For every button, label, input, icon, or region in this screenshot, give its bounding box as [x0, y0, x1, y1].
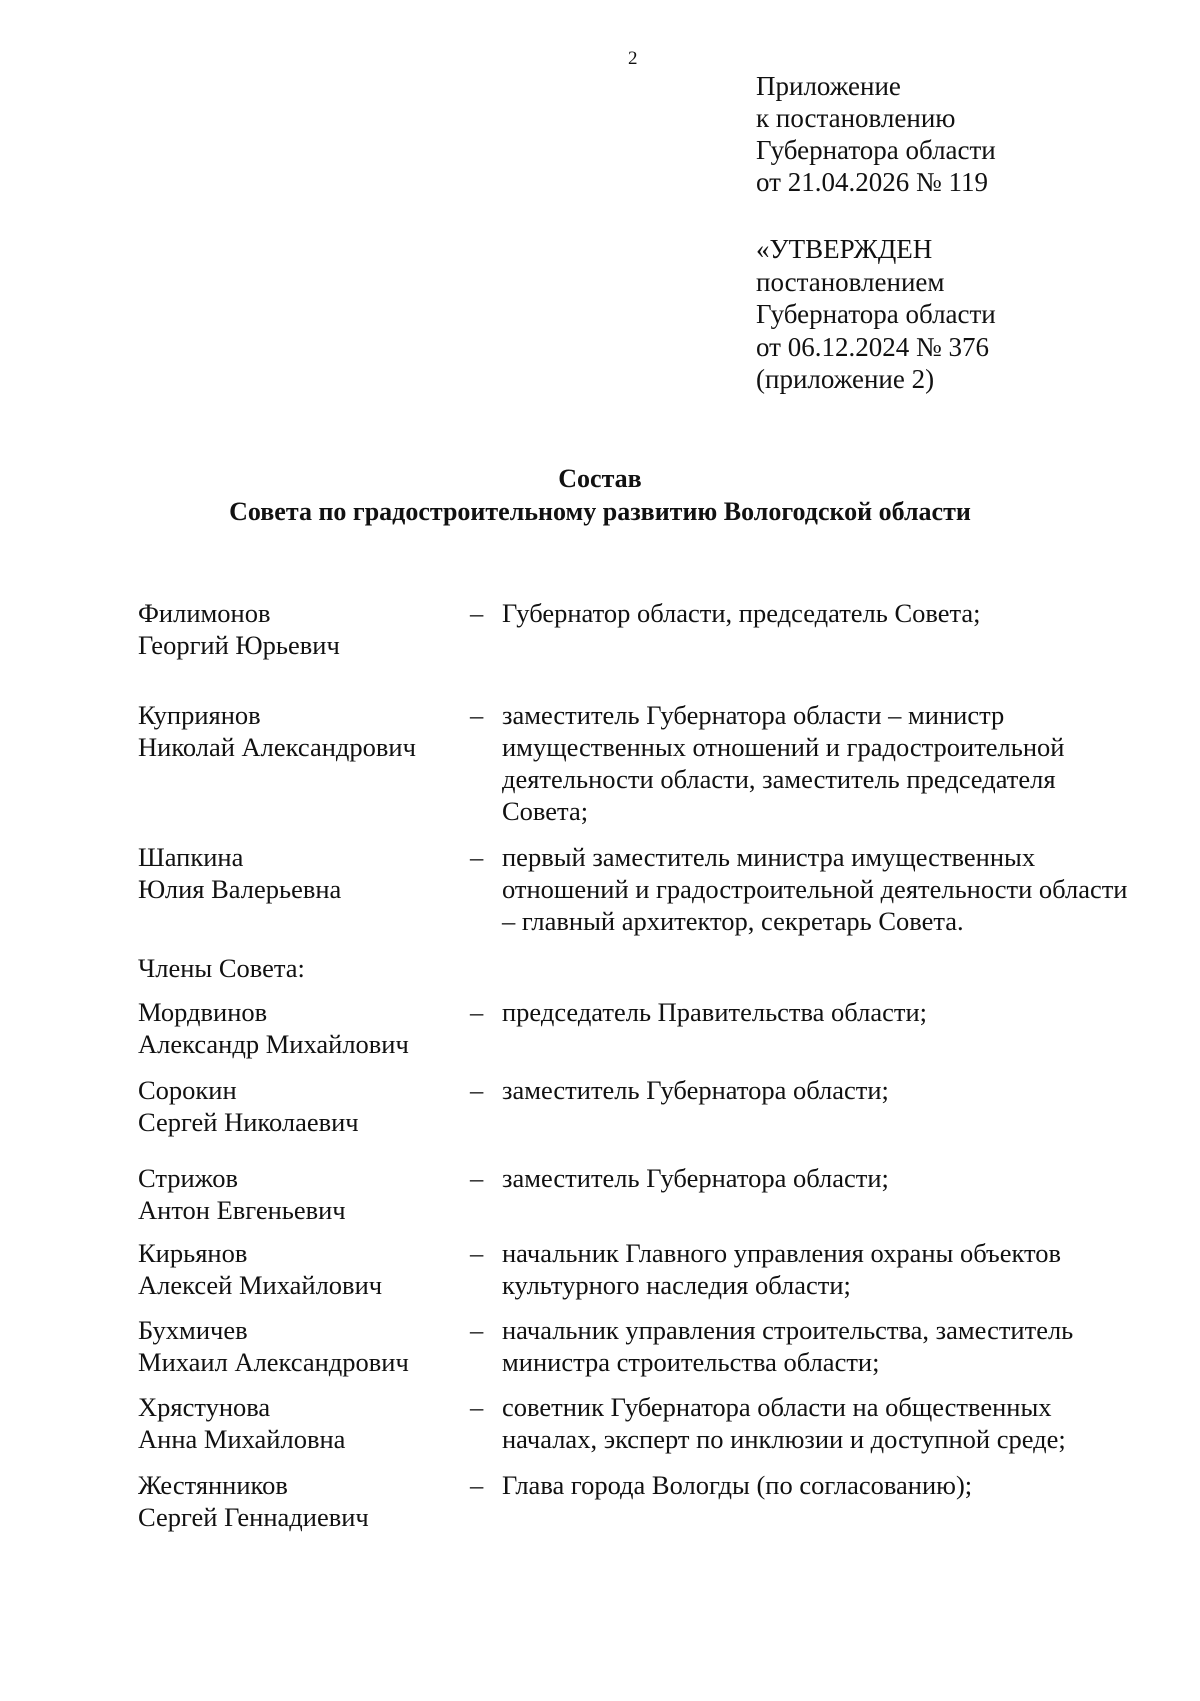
member-name: [138, 597, 458, 661]
dash-separator: –: [470, 1075, 484, 1105]
member-given-names: Георгий Юрьевич: [138, 630, 340, 660]
dash-separator: –: [470, 700, 484, 730]
member-name: [138, 1074, 458, 1138]
dash-separator: –: [470, 1392, 484, 1422]
member-name: [138, 841, 458, 905]
member-given-names: Юлия Валерьевна: [138, 874, 342, 904]
member-given-names: Александр Михайлович: [138, 1029, 409, 1059]
member-name: [138, 1237, 458, 1301]
dash-separator: –: [470, 1163, 484, 1193]
approved-line: «УТВЕРЖДЕН: [756, 234, 933, 264]
document-heading: [0, 462, 1200, 528]
approved-stamp: [756, 233, 996, 396]
annex-line: Губернатора области: [756, 135, 996, 165]
member-name: [138, 996, 458, 1060]
member-surname: Мордвинов: [138, 997, 268, 1027]
member-given-names: Сергей Геннадиевич: [138, 1502, 369, 1532]
member-name: [138, 1314, 458, 1378]
member-role: начальник управления строительства, заместитель министра строительства области;: [502, 1315, 1074, 1377]
members-section-label: Члены Совета:: [138, 953, 305, 983]
member-name: [138, 1391, 458, 1455]
member-role: заместитель Губернатора области – министр имущественных отношений и градостроительной деятельности области, заместитель председателя Совета;: [502, 700, 1065, 826]
dash-separator: –: [470, 1238, 484, 1268]
member-role: начальник Главного управления охраны объектов культурного наследия области;: [502, 1238, 1062, 1300]
approved-line: от 06.12.2024 № 376: [756, 331, 989, 362]
member-surname: Хрястунова: [138, 1392, 271, 1422]
approved-line: (приложение 2): [756, 364, 935, 394]
dash-separator: –: [470, 997, 484, 1027]
dash-separator: –: [470, 598, 484, 628]
approved-line: Губернатора области: [756, 299, 996, 329]
member-role: Глава города Вологды (по согласованию);: [502, 1470, 973, 1500]
annex-line: Приложение: [756, 71, 901, 101]
member-given-names: Михаил Александрович: [138, 1347, 409, 1377]
member-role: первый заместитель министра имущественных отношений и градостроительной деятельности области – главный архитектор, секретарь Совета.: [502, 842, 1128, 936]
member-surname: Кирьянов: [138, 1238, 248, 1268]
approved-line: постановлением: [756, 266, 945, 297]
member-name: [138, 699, 458, 763]
member-given-names: Николай Александрович: [138, 732, 416, 762]
dash-separator: –: [470, 1315, 484, 1345]
annex-reference: [756, 70, 996, 198]
dash-separator: –: [470, 842, 484, 872]
heading-subtitle: Совета по градостроительному развитию Вологодской области: [229, 497, 971, 526]
member-role: Губернатор области, председатель Совета;: [502, 598, 981, 628]
member-given-names: Алексей Михайлович: [138, 1270, 383, 1300]
member-surname: Куприянов: [138, 700, 261, 730]
member-given-names: Антон Евгеньевич: [138, 1195, 346, 1225]
member-role: заместитель Губернатора области;: [502, 1075, 889, 1105]
member-surname: Шапкина: [138, 842, 244, 872]
member-given-names: Анна Михайловна: [138, 1424, 346, 1454]
member-role: председатель Правительства области;: [502, 997, 927, 1027]
member-surname: Филимонов: [138, 598, 271, 628]
member-surname: Сорокин: [138, 1075, 237, 1105]
dash-separator: –: [470, 1470, 484, 1500]
member-surname: Жестянников: [138, 1470, 288, 1500]
member-role: заместитель Губернатора области;: [502, 1163, 889, 1193]
member-surname: Стрижов: [138, 1163, 239, 1193]
member-given-names: Сергей Николаевич: [138, 1107, 359, 1137]
member-surname: Бухмичев: [138, 1315, 248, 1345]
page-number: 2: [628, 48, 638, 69]
member-name: [138, 1469, 458, 1533]
member-role: советник Губернатора области на общественных началах, эксперт по инклюзии и доступной среде;: [502, 1392, 1066, 1454]
annex-line: к постановлению: [756, 103, 956, 133]
heading-title: Состав: [558, 464, 642, 493]
member-name: [138, 1162, 458, 1226]
annex-line: от 21.04.2026 № 119: [756, 167, 988, 197]
